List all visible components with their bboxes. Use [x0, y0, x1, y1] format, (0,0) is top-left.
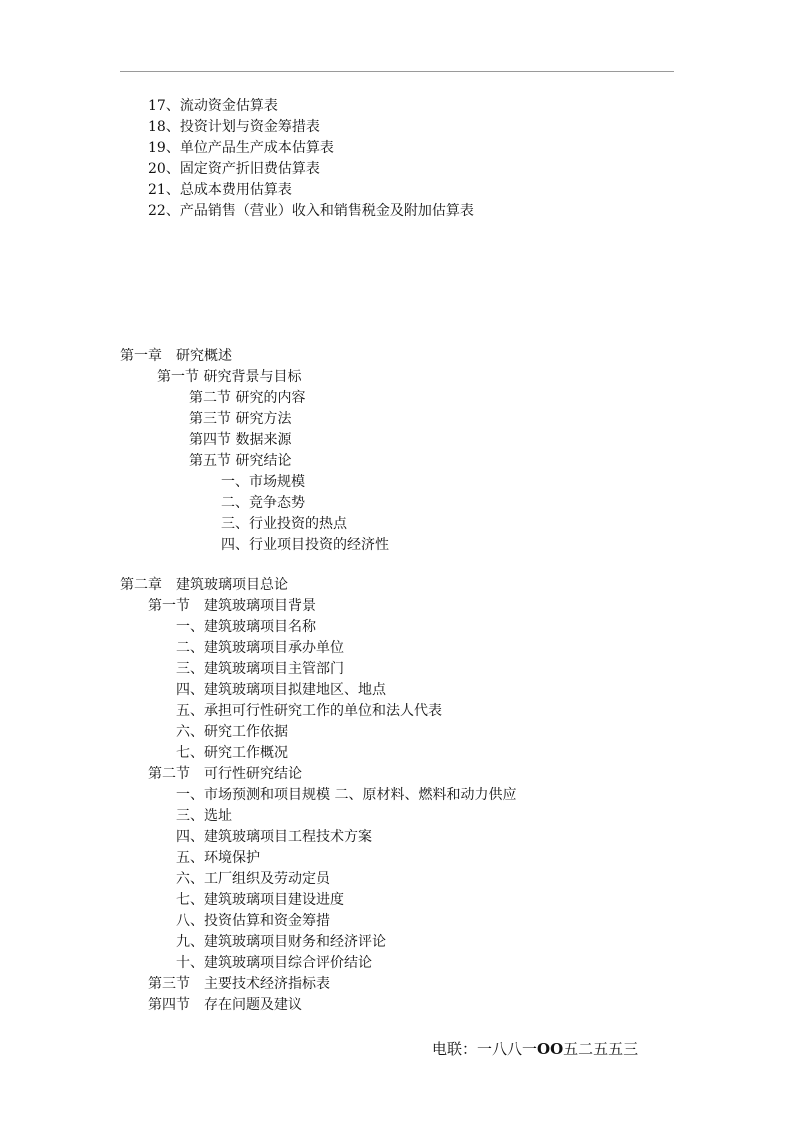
appendix-item-18: 18、投资计划与资金筹措表 [148, 119, 320, 135]
chapter2-s2-item: 六、工厂组织及劳动定员 [176, 871, 330, 887]
chapter1-section3: 第三节 研究方法 [189, 411, 292, 427]
appendix-item-19: 19、单位产品生产成本估算表 [148, 140, 334, 156]
appendix-item-20: 20、固定资产折旧费估算表 [148, 161, 320, 177]
chapter1-item: 二、竞争态势 [221, 495, 305, 511]
chapter2-section3: 第三节 主要技术经济指标表 [148, 976, 330, 992]
chapter1-section2: 第二节 研究的内容 [189, 390, 306, 406]
appendix-item-22: 22、产品销售（营业）收入和销售税金及附加估算表 [148, 203, 474, 219]
chapter2-s1-item: 七、研究工作概况 [176, 745, 288, 761]
chapter2-s2-item: 八、投资估算和资金筹措 [176, 913, 330, 929]
appendix-item-17: 17、流动资金估算表 [148, 98, 278, 114]
chapter2-s2-item: 七、建筑玻璃项目建设进度 [176, 892, 344, 908]
header-rule [120, 71, 674, 72]
chapter2-s2-item: 十、建筑玻璃项目综合评价结论 [176, 955, 372, 971]
chapter1-section4: 第四节 数据来源 [189, 432, 292, 448]
chapter1-title: 第一章 研究概述 [120, 348, 232, 364]
chapter2-s1-item: 四、建筑玻璃项目拟建地区、地点 [176, 682, 386, 698]
chapter2-s1-item: 二、建筑玻璃项目承办单位 [176, 640, 344, 656]
chapter2-s2-item: 一、市场预测和项目规模 二、原材料、燃料和动力供应 [176, 787, 517, 803]
appendix-item-21: 21、总成本费用估算表 [148, 182, 292, 198]
chapter1-item: 三、行业投资的热点 [221, 516, 347, 532]
chapter2-section1: 第一节 建筑玻璃项目背景 [148, 598, 316, 614]
chapter2-title: 第二章 建筑玻璃项目总论 [120, 577, 288, 593]
chapter2-s2-item: 四、建筑玻璃项目工程技术方案 [176, 829, 372, 845]
chapter2-s1-item: 六、研究工作依据 [176, 724, 288, 740]
chapter1-item: 四、行业项目投资的经济性 [221, 537, 389, 553]
chapter2-s1-item: 三、建筑玻璃项目主管部门 [176, 661, 344, 677]
chapter2-section2: 第二节 可行性研究结论 [148, 766, 302, 782]
chapter2-s1-item: 一、建筑玻璃项目名称 [176, 619, 316, 635]
chapter1-section1: 第一节 研究背景与目标 [157, 369, 302, 385]
contact-digits-b: OO [537, 1040, 564, 1058]
chapter2-s2-item: 五、环境保护 [176, 850, 260, 866]
footer-contact [432, 1038, 638, 1059]
contact-digits-a: 一八八一 [477, 1040, 538, 1058]
chapter2-section4: 第四节 存在问题及建议 [148, 997, 302, 1013]
chapter2-s1-item: 五、承担可行性研究工作的单位和法人代表 [176, 703, 442, 719]
chapter2-s2-item: 九、建筑玻璃项目财务和经济评论 [176, 934, 386, 950]
chapter1-item: 一、市场规模 [221, 474, 305, 490]
contact-label: 电联： [432, 1040, 478, 1058]
contact-digits-c: 五二五五三 [563, 1040, 639, 1058]
chapter1-section5: 第五节 研究结论 [189, 453, 292, 469]
chapter2-s2-item: 三、选址 [176, 808, 232, 824]
